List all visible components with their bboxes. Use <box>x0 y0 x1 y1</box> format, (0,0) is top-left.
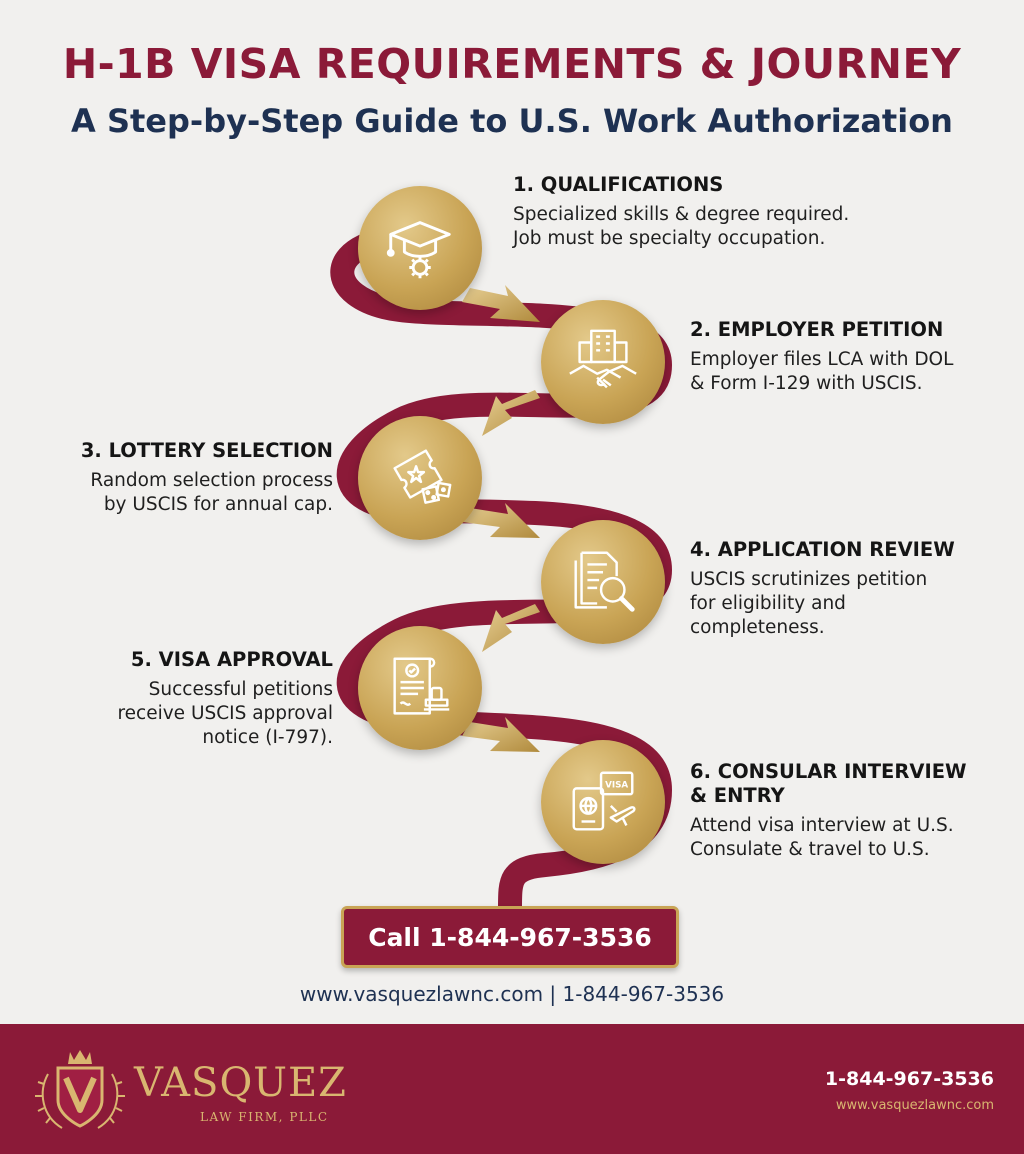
step-5-badge <box>358 626 482 750</box>
step-5-title: 5. VISA APPROVAL <box>130 648 333 671</box>
page-title: H-1B VISA REQUIREMENTS & JOURNEY <box>62 40 962 88</box>
step-5-line-1: Successful petitions <box>148 679 333 700</box>
footer-website-link[interactable]: www.vasquezlawnc.com <box>835 1098 994 1113</box>
step-6-line-2: Consulate & travel to U.S. <box>690 839 930 860</box>
step-4-line-2: for eligibility and <box>690 593 846 614</box>
step-3-text <box>20 439 333 517</box>
document-magnifier-icon <box>564 543 642 621</box>
logo-name: VASQUEZ <box>134 1060 347 1106</box>
passport-visa-plane-icon <box>564 763 642 841</box>
footer <box>0 1024 1024 1154</box>
step-6-title <box>690 760 1010 784</box>
step-1-line-2: Job must be specialty occupation. <box>513 228 826 249</box>
step-4-line-1: USCIS scrutinizes petition <box>690 569 928 590</box>
step-6-title-cont <box>690 784 1010 808</box>
step-2-title: 2. EMPLOYER PETITION <box>690 318 944 341</box>
step-4-title: 4. APPLICATION REVIEW <box>690 538 955 561</box>
law-firm-crest-icon <box>30 1044 130 1140</box>
contact-line: www.vasquezlawnc.com | 1-844-967-3536 <box>299 982 725 1006</box>
step-1-line-1: Specialized skills & degree required. <box>513 204 850 225</box>
step-5-text <box>20 648 333 750</box>
step-4-line-3: completeness. <box>690 617 825 638</box>
step-6-line-1: Attend visa interview at U.S. <box>690 815 954 836</box>
step-4-badge <box>541 520 665 644</box>
footer-phone[interactable]: 1-844-967-3536 <box>824 1068 994 1090</box>
step-1-text <box>513 173 933 251</box>
page-subtitle: A Step-by-Step Guide to U.S. Work Authorization <box>71 102 953 140</box>
ticket-dice-icon <box>381 439 459 517</box>
step-6-text <box>690 760 1010 862</box>
step-2-text <box>690 318 1010 396</box>
logo-subtitle: LAW FIRM, PLLC <box>200 1110 329 1124</box>
call-button-label: Call 1-844-967-3536 <box>368 922 652 952</box>
step-1-badge <box>358 186 482 310</box>
step-3-line-2: by USCIS for annual cap. <box>103 494 333 515</box>
step-5-line-2: receive USCIS approval <box>117 703 333 724</box>
graduation-cap-gear-icon <box>381 209 459 287</box>
step-2-badge <box>541 300 665 424</box>
step-2-line-2: & Form I-129 with USCIS. <box>690 373 923 394</box>
building-handshake-icon <box>564 323 642 401</box>
step-3-line-1: Random selection process <box>90 470 333 491</box>
step-2-line-1: Employer files LCA with DOL <box>690 349 954 370</box>
step-6-title-line-1: 6. CONSULAR INTERVIEW <box>690 760 967 783</box>
step-4-text <box>690 538 1010 640</box>
step-6-badge <box>541 740 665 864</box>
step-1-title: 1. QUALIFICATIONS <box>513 173 724 196</box>
step-3-badge <box>358 416 482 540</box>
call-button[interactable] <box>341 906 679 968</box>
certificate-stamp-icon <box>381 649 459 727</box>
step-5-line-3: notice (I-797). <box>202 727 333 748</box>
step-6-title-line-2: & ENTRY <box>690 784 785 807</box>
svg-text:VISA: VISA <box>605 780 629 791</box>
step-3-title: 3. LOTTERY SELECTION <box>80 439 333 462</box>
